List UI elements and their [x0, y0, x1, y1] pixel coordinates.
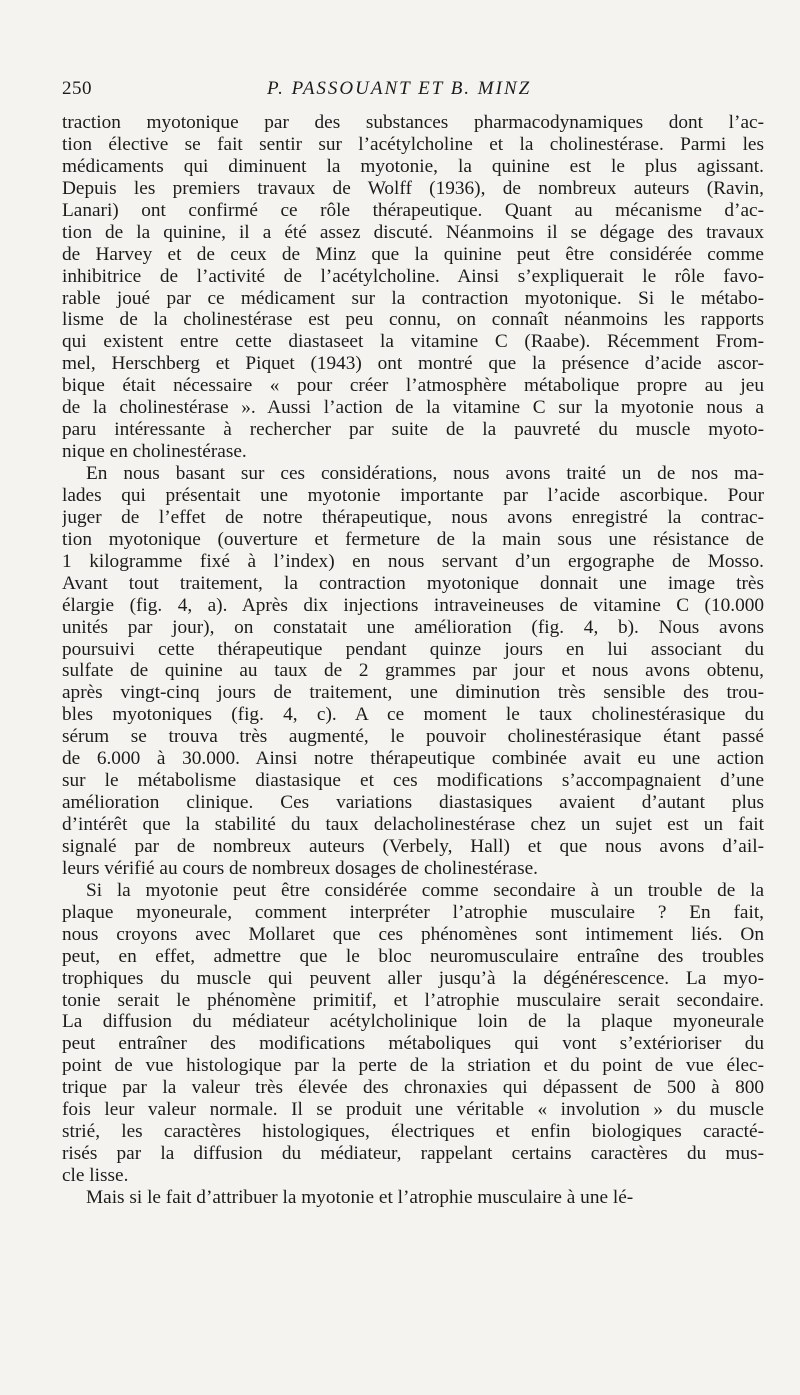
text-line: Si la myotonie peut être considérée comme secondaire à un trouble de la [86, 879, 764, 901]
text-line: tion de la quinine, il a été assez discuté. Néanmoins il se dégage des travaux [62, 221, 764, 243]
paragraph-2 [62, 463, 764, 880]
text-line: traction myotonique par des substances pharmacodynamiques dont l’ac- [62, 112, 764, 133]
text-line: nous croyons avec Mollaret que ces phénomènes sont intimement liés. On [62, 923, 764, 945]
page-number: 250 [62, 78, 92, 99]
text-line: après vingt-cinq jours de traitement, une diminution très sensible des trou- [62, 682, 764, 704]
paragraph-3 [62, 880, 764, 1187]
text-line: sulfate de quinine au taux de 2 grammes par jour et nous avons obtenu, [62, 660, 764, 682]
text-line: qui existent entre cette diastaseet la vitamine C (Raabe). Récemment From- [62, 331, 764, 353]
text-line: unités par jour), on constatait une amélioration (fig. 4, b). Nous avons [62, 616, 764, 638]
text-line: paru intéressante à rechercher par suite de la pauvreté du muscle myoto- [62, 419, 764, 441]
text-line: rable joué par ce médicament sur la contraction myotonique. Si le métabo- [62, 287, 764, 309]
text-line: cle lisse. [62, 1165, 129, 1186]
text-line: de Harvey et de ceux de Minz que la quinine peut être considérée comme [62, 243, 764, 265]
text-line: bique était nécessaire « pour créer l’atmosphère métabolique propre au jeu [62, 375, 764, 397]
text-line: peut, en effet, admettre que le bloc neuromusculaire entraîne des troubles [62, 945, 764, 967]
text-line: lisme de la cholinestérase est peu connu, on connaît néanmoins les rapports [62, 309, 764, 331]
text-line: fois leur valeur normale. Il se produit une véritable « involution » du muscle [62, 1099, 764, 1121]
text-line: Lanari) ont confirmé ce rôle thérapeutique. Quant au mécanisme d’ac- [62, 199, 764, 221]
text-line: élargie (fig. 4, a). Après dix injections intraveineuses de vitamine C (10.000 [62, 594, 764, 616]
text-line: Mais si le fait d’attribuer la myotonie et l’atrophie musculaire à une lé- [86, 1186, 634, 1208]
text-line: Depuis les premiers travaux de Wolff (1936), de nombreux auteurs (Ravin, [62, 177, 764, 199]
paragraph-1 [62, 112, 764, 463]
text-line: strié, les caractères histologiques, électriques et enfin biologiques caracté- [62, 1121, 764, 1143]
text-line: signalé par de nombreux auteurs (Verbely, Hall) et que nous avons d’ail- [62, 835, 764, 857]
text-line: En nous basant sur ces considérations, nous avons traité un de nos ma- [86, 463, 764, 484]
text-line: de 6.000 à 30.000. Ainsi notre thérapeutique combinée avait eu une action [62, 748, 764, 770]
text-line: La diffusion du médiateur acétylcholinique loin de la plaque myoneurale [62, 1011, 764, 1033]
text-line: d’intérêt que la stabilité du taux delacholinestérase chez un sujet est un fait [62, 814, 764, 835]
text-line: médicaments qui diminuent la myotonie, la quinine est le plus agissant. [62, 155, 764, 177]
text-line: nique en cholinestérase. [62, 441, 247, 463]
text-line: amélioration clinique. Ces variations diastasiques avaient d’autant plus [62, 792, 764, 814]
text-line: leurs vérifié au cours de nombreux dosages de cholinestérase. [62, 857, 538, 879]
text-line: peut entraîner des modifications métaboliques qui vont s’extérioriser du [62, 1033, 764, 1055]
text-line: juger de l’effet de notre thérapeutique, nous avons enregistré la contrac- [62, 506, 764, 528]
text-line: trique par la valeur très élevée des chronaxies qui dépassent de 500 à 800 [62, 1077, 764, 1099]
text-line: 1 kilogramme fixé à l’index) en nous servant d’un ergographe de Mosso. [62, 550, 764, 572]
text-line: inhibitrice de l’activité de l’acétylcholine. Ainsi s’expliquerait le rôle favo- [62, 265, 764, 287]
text-line: risés par la diffusion du médiateur, rappelant certains caractères du mus- [62, 1143, 764, 1165]
text-line: plaque myoneurale, comment interpréter l’atrophie musculaire ? En fait, [62, 901, 764, 923]
text-line: tonie serait le phénomène primitif, et l’atrophie musculaire serait secondaire. [62, 989, 764, 1011]
text-line: sur le métabolisme diastasique et ces modifications s’accompagnaient d’une [62, 770, 764, 792]
paragraph-4 [62, 1187, 764, 1209]
body-text [62, 112, 764, 1209]
text-line: sérum se trouva très augmenté, le pouvoir cholinestérasique étant passé [62, 726, 764, 748]
text-line: lades qui présentait une myotonie importante par l’acide ascorbique. Pour [62, 484, 764, 506]
text-line: Avant tout traitement, la contraction myotonique donnait une image très [62, 572, 764, 594]
running-head-authors: P. PASSOUANT ET B. MINZ [267, 78, 532, 99]
text-line: tion myotonique (ouverture et fermeture de la main sous une résistance de [62, 528, 764, 550]
text-line: bles myotoniques (fig. 4, c). A ce moment le taux cholinestérasique du [62, 704, 764, 726]
text-line: de la cholinestérase ». Aussi l’action de la vitamine C sur la myotonie nous a [62, 397, 764, 419]
text-line: point de vue histologique par la perte de la striation et du point de vue élec- [62, 1055, 764, 1077]
text-line: trophiques du muscle qui peuvent aller jusqu’à la dégénérescence. La myo- [62, 967, 764, 989]
text-line: mel, Herschberg et Piquet (1943) ont montré que la présence d’acide ascor- [62, 353, 764, 375]
text-line: tion élective se fait sentir sur l’acétylcholine et la cholinestérase. Parmi les [62, 133, 764, 155]
text-line: poursuivi cette thérapeutique pendant quinze jours en lui associant du [62, 638, 764, 660]
running-head [62, 78, 762, 104]
